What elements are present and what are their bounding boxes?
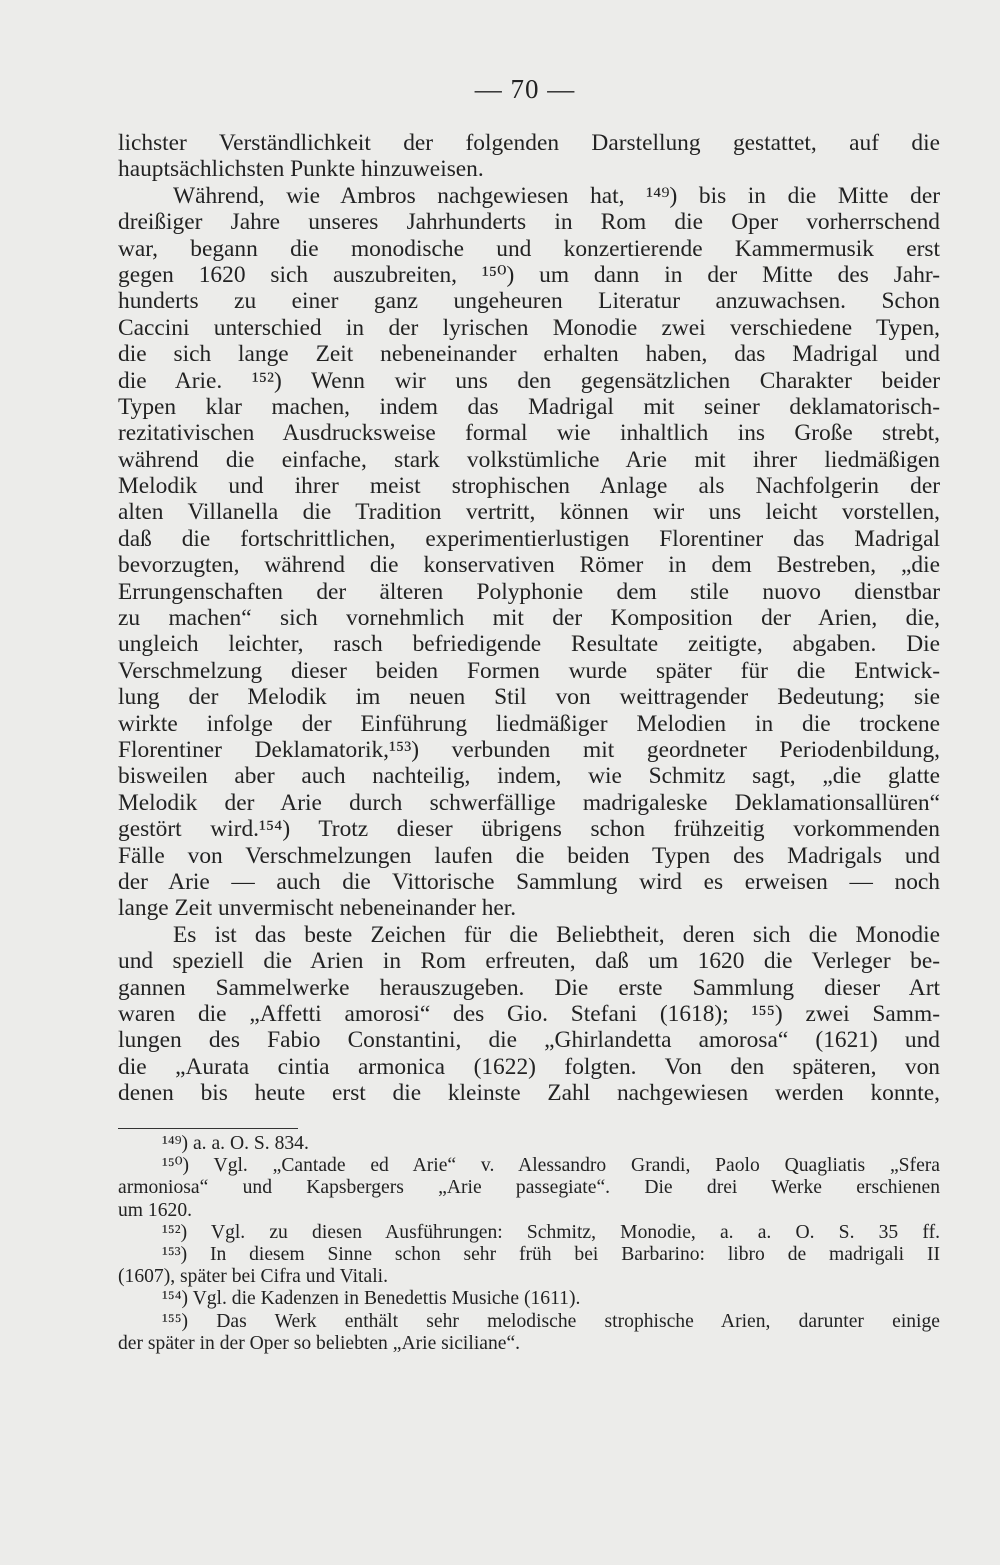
text-line: waren die „Affetti amorosi“ des Gio. Stefani (1618); ¹⁵⁵) zwei Samm- bbox=[118, 1000, 940, 1027]
footnote-line: um 1620. bbox=[118, 1199, 193, 1221]
footnote-line: der später in der Oper so beliebten „Arie siciliane“. bbox=[118, 1332, 521, 1354]
text-line: ungleich leichter, rasch befriedigende Resultate zeitigte, abgaben. Die bbox=[118, 631, 940, 658]
text-line: zu machen“ sich vornehmlich mit der Komposition der Arien, die, bbox=[118, 605, 940, 632]
footnote-line: ¹⁵⁵) Das Werk enthält sehr melodische strophische Arien, darunter einige bbox=[162, 1310, 940, 1332]
footnote-line: ¹⁴⁹) a. a. O. S. 834. bbox=[162, 1133, 309, 1154]
text-line: war, begann die monodische und konzertierende Kammermusik erst bbox=[118, 235, 940, 262]
text-line: Während, wie Ambros nachgewiesen hat, ¹⁴⁹) bis in die Mitte der bbox=[173, 182, 940, 209]
text-line: Errungenschaften der älteren Polyphonie dem stile nuovo dienstbar bbox=[118, 578, 940, 605]
text-line: Fälle von Verschmelzungen laufen die beiden Typen des Madrigals und bbox=[118, 842, 940, 869]
text-line: Melodik und ihrer meist strophischen Anlage als Nachfolgerin der bbox=[118, 473, 940, 500]
footnote-line: ¹⁵²) Vgl. zu diesen Ausführungen: Schmitz, Monodie, a. a. O. S. 35 ff. bbox=[162, 1221, 940, 1243]
footnotes bbox=[118, 1133, 940, 1355]
text-line: der Arie — auch die Vittorische Sammlung wird es erweisen — noch bbox=[118, 868, 940, 895]
text-line: Melodik der Arie durch schwerfällige madrigaleske Deklamationsallüren“ bbox=[118, 789, 940, 816]
footnote-line: ¹⁵³) In diesem Sinne schon sehr früh bei Barbarino: libro de madrigali II bbox=[162, 1243, 940, 1265]
text-line: lichster Verständlichkeit der folgenden Darstellung gestattet, auf die bbox=[118, 130, 940, 156]
footnote-divider bbox=[118, 1128, 298, 1129]
text-line: lungen des Fabio Constantini, die „Ghirlandetta amorosa“ (1621) und bbox=[118, 1027, 940, 1054]
text-line: gannen Sammelwerke herauszugeben. Die erste Sammlung dieser Art bbox=[118, 974, 940, 1001]
footnote-line: ¹⁵⁴) Vgl. die Kadenzen in Benedettis Musiche (1611). bbox=[162, 1288, 581, 1310]
body-text bbox=[118, 130, 940, 1106]
text-line: Caccini unterschied in der lyrischen Monodie zwei verschiedene Typen, bbox=[118, 314, 940, 341]
text-line: denen bis heute erst die kleinste Zahl nachgewiesen werden konnte, bbox=[118, 1080, 940, 1107]
text-line: Verschmelzung dieser beiden Formen wurde später für die Entwick- bbox=[118, 657, 940, 684]
text-line: hunderts zu einer ganz ungeheuren Literatur anzuwachsen. Schon bbox=[118, 288, 940, 315]
text-line: bevorzugten, während die konservativen Römer in dem Bestreben, „die bbox=[118, 552, 940, 579]
text-line: hauptsächlichsten Punkte hinzuweisen. bbox=[118, 156, 484, 183]
footnote-line: ¹⁵⁰) Vgl. „Cantade ed Arie“ v. Alessandro Grandi, Paolo Quagliatis „Sfera bbox=[162, 1155, 940, 1177]
footnote-line: (1607), später bei Cifra und Vitali. bbox=[118, 1266, 388, 1288]
text-line: alten Villanella die Tradition vertritt, können wir uns leicht vorstellen, bbox=[118, 499, 940, 526]
text-line: gestört wird.¹⁵⁴) Trotz dieser übrigens schon frühzeitig vorkommenden bbox=[118, 816, 940, 843]
footnote-line: armoniosa“ und Kapsbergers „Arie passegiate“. Die drei Werke erschienen bbox=[118, 1177, 940, 1199]
text-line: bisweilen aber auch nachteilig, indem, wie Schmitz sagt, „die glatte bbox=[118, 763, 940, 790]
text-line: Es ist das beste Zeichen für die Beliebtheit, deren sich die Monodie bbox=[173, 921, 940, 948]
text-line: die Arie. ¹⁵²) Wenn wir uns den gegensätzlichen Charakter beider bbox=[118, 367, 940, 394]
text-line: lange Zeit unvermischt nebeneinander her. bbox=[118, 895, 517, 922]
text-line: rezitativischen Ausdrucksweise formal wie inhaltlich ins Große strebt, bbox=[118, 420, 940, 447]
text-line: gegen 1620 sich auszubreiten, ¹⁵⁰) um dann in der Mitte des Jahr- bbox=[118, 261, 940, 288]
text-line: während die einfache, stark volkstümliche Arie mit ihrer liedmäßigen bbox=[118, 446, 940, 473]
text-line: wirkte infolge der Einführung liedmäßiger Melodien in die trockene bbox=[118, 710, 940, 737]
page-number: — 70 — bbox=[474, 74, 576, 104]
text-line: und speziell die Arien in Rom erfreuten, daß um 1620 die Verleger be- bbox=[118, 948, 940, 975]
text-line: daß die fortschrittlichen, experimentierlustigen Florentiner das Madrigal bbox=[118, 525, 940, 552]
text-line: Florentiner Deklamatorik,¹⁵³) verbunden mit geordneter Periodenbildung, bbox=[118, 736, 940, 763]
text-line: Typen klar machen, indem das Madrigal mit seiner deklamatorisch- bbox=[118, 393, 940, 420]
text-line: die sich lange Zeit nebeneinander erhalten haben, das Madrigal und bbox=[118, 341, 940, 368]
text-line: dreißiger Jahre unseres Jahrhunderts in Rom die Oper vorherrschend bbox=[118, 209, 940, 236]
text-line: lung der Melodik im neuen Stil von weittragender Bedeutung; sie bbox=[118, 684, 940, 711]
text-line: die „Aurata cintia armonica (1622) folgten. Von den späteren, von bbox=[118, 1053, 940, 1080]
